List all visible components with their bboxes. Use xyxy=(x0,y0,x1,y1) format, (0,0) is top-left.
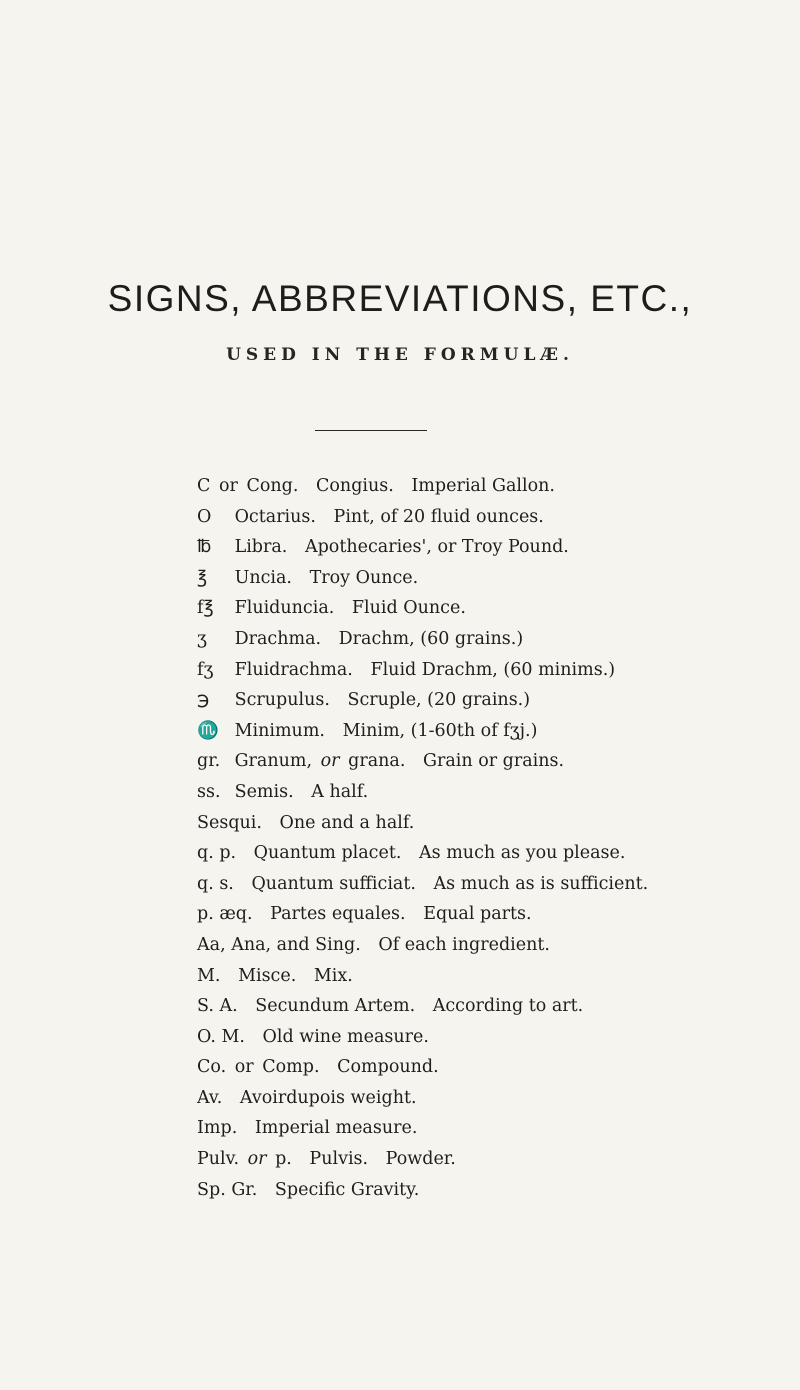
entry-symbol: q. p. xyxy=(197,843,237,864)
entry-english: Equal parts. xyxy=(423,904,532,925)
entry-symbol-alt: Cong. xyxy=(246,476,299,496)
entry-english: Troy Ounce. xyxy=(309,567,419,588)
entry-english: Apothecaries', or Troy Pound. xyxy=(304,537,569,558)
list-item xyxy=(197,899,757,930)
list-item xyxy=(197,532,757,563)
entry-english: Old wine measure. xyxy=(262,1026,429,1047)
list-item xyxy=(197,991,757,1022)
entry-english: Specific Gravity. xyxy=(274,1179,420,1200)
entry-english: Avoirdupois weight. xyxy=(239,1087,417,1108)
entry-latin: Drachma. xyxy=(234,628,322,649)
entry-english: Fluid Ounce. xyxy=(351,598,466,619)
entry-latin: Secundum Artem. xyxy=(255,996,416,1017)
entry-symbol: fʒ xyxy=(197,659,214,680)
entry-english: Mix. xyxy=(313,965,353,986)
entry-latin: Congius. xyxy=(316,476,394,496)
list-item xyxy=(197,1022,757,1053)
entry-symbol-alt: p. xyxy=(275,1149,292,1170)
list-item xyxy=(197,471,757,502)
entry-latin: Semis. xyxy=(234,781,294,802)
entry-english: Imperial measure. xyxy=(254,1118,418,1139)
list-item xyxy=(197,685,757,716)
entry-latin: Octarius. xyxy=(234,506,316,527)
list-item xyxy=(197,869,757,900)
list-item xyxy=(197,746,757,777)
entry-symbol: S. A. xyxy=(197,996,238,1017)
entry-symbol: p. æq. xyxy=(197,904,253,925)
entry-latin: Quantum placet. xyxy=(253,843,402,864)
entry-english: Fluid Drachm, (60 minims.) xyxy=(370,659,616,680)
entry-english: Scruple, (20 grains.) xyxy=(347,690,531,711)
entry-latin: Fluidrachma. xyxy=(234,659,353,680)
list-item xyxy=(197,1083,757,1114)
entry-symbol-alt: Comp. xyxy=(262,1057,320,1078)
entry-latin: Minimum. xyxy=(234,720,325,741)
list-item xyxy=(197,655,757,686)
list-item xyxy=(197,624,757,655)
entry-latin-alt: grana. xyxy=(348,751,406,772)
list-item xyxy=(197,563,757,594)
entry-or: or xyxy=(234,1057,254,1078)
list-item xyxy=(197,930,757,961)
entry-latin: Pulvis. xyxy=(309,1149,369,1170)
entry-english: Imperial Gallon. xyxy=(411,476,555,496)
page-title: SIGNS, ABBREVIATIONS, ETC., xyxy=(107,278,693,319)
entry-latin: Scrupulus. xyxy=(234,690,330,711)
entry-symbol: Aa, Ana, and Sing. xyxy=(197,934,361,955)
entry-english: As much as is sufficient. xyxy=(433,873,649,894)
list-item xyxy=(197,777,757,808)
entry-latin: Quantum sufficiat. xyxy=(251,873,416,894)
list-item xyxy=(197,1113,757,1144)
entry-symbol: ℈ xyxy=(197,690,210,711)
entry-symbol: O xyxy=(197,506,212,527)
list-item xyxy=(197,593,757,624)
entry-english: As much as you please. xyxy=(419,843,626,864)
entry-symbol: ʒ xyxy=(197,628,207,649)
list-item xyxy=(197,716,757,747)
entry-symbol: q. s. xyxy=(197,873,234,894)
entry-english: Pint, of 20 fluid ounces. xyxy=(333,506,544,527)
entry-symbol: C xyxy=(197,476,211,496)
entry-symbol: ss. xyxy=(197,781,221,802)
entry-latin: Fluiduncia. xyxy=(234,598,335,619)
entry-latin: Uncia. xyxy=(234,567,292,588)
entry-english: Grain or grains. xyxy=(422,751,565,772)
entry-symbol: Imp. xyxy=(197,1118,238,1139)
entry-english: Minim, (1-60th of fʒj.) xyxy=(342,720,538,741)
entry-english: A half. xyxy=(311,781,369,802)
entry-latin: Libra. xyxy=(234,537,288,558)
entry-symbol: Sp. Gr. xyxy=(197,1179,258,1200)
entry-or: or xyxy=(320,751,340,772)
list-item xyxy=(197,502,757,533)
entry-symbol: M. xyxy=(197,965,221,986)
list-item xyxy=(197,1052,757,1083)
entry-symbol: O. M. xyxy=(197,1026,245,1047)
entry-english: Drachm, (60 grains.) xyxy=(338,628,524,649)
entry-symbol: ℥ xyxy=(197,567,208,588)
list-item xyxy=(197,808,757,839)
entry-symbol: Av. xyxy=(197,1087,223,1108)
list-item xyxy=(197,838,757,869)
entry-latin: Granum, xyxy=(234,751,313,772)
list-item xyxy=(197,961,757,992)
entry-or: or xyxy=(247,1149,267,1170)
entry-latin: Misce. xyxy=(238,965,297,986)
entry-latin: Partes equales. xyxy=(270,904,406,925)
entry-or: or xyxy=(218,476,238,496)
list-item xyxy=(197,1175,757,1206)
entry-symbol: Co. xyxy=(197,1057,227,1078)
entry-english: Powder. xyxy=(385,1149,456,1170)
entry-english: Compound. xyxy=(337,1057,439,1078)
entry-english: One and a half. xyxy=(279,812,415,833)
page-subtitle: USED IN THE FORMULÆ. xyxy=(226,345,574,365)
entry-symbol: gr. xyxy=(197,751,221,772)
entry-english: Of each ingredient. xyxy=(378,934,550,955)
entry-symbol: ℔ xyxy=(197,537,212,558)
divider-rule xyxy=(315,430,427,431)
entry-symbol: Pulv. xyxy=(197,1149,240,1170)
entry-symbol: f℥ xyxy=(197,598,214,619)
entry-symbol: Sesqui. xyxy=(197,812,262,833)
abbreviation-list xyxy=(197,471,757,1205)
entry-english: According to art. xyxy=(432,996,584,1017)
entry-symbol: ♏ xyxy=(197,720,219,741)
list-item xyxy=(197,1144,757,1175)
